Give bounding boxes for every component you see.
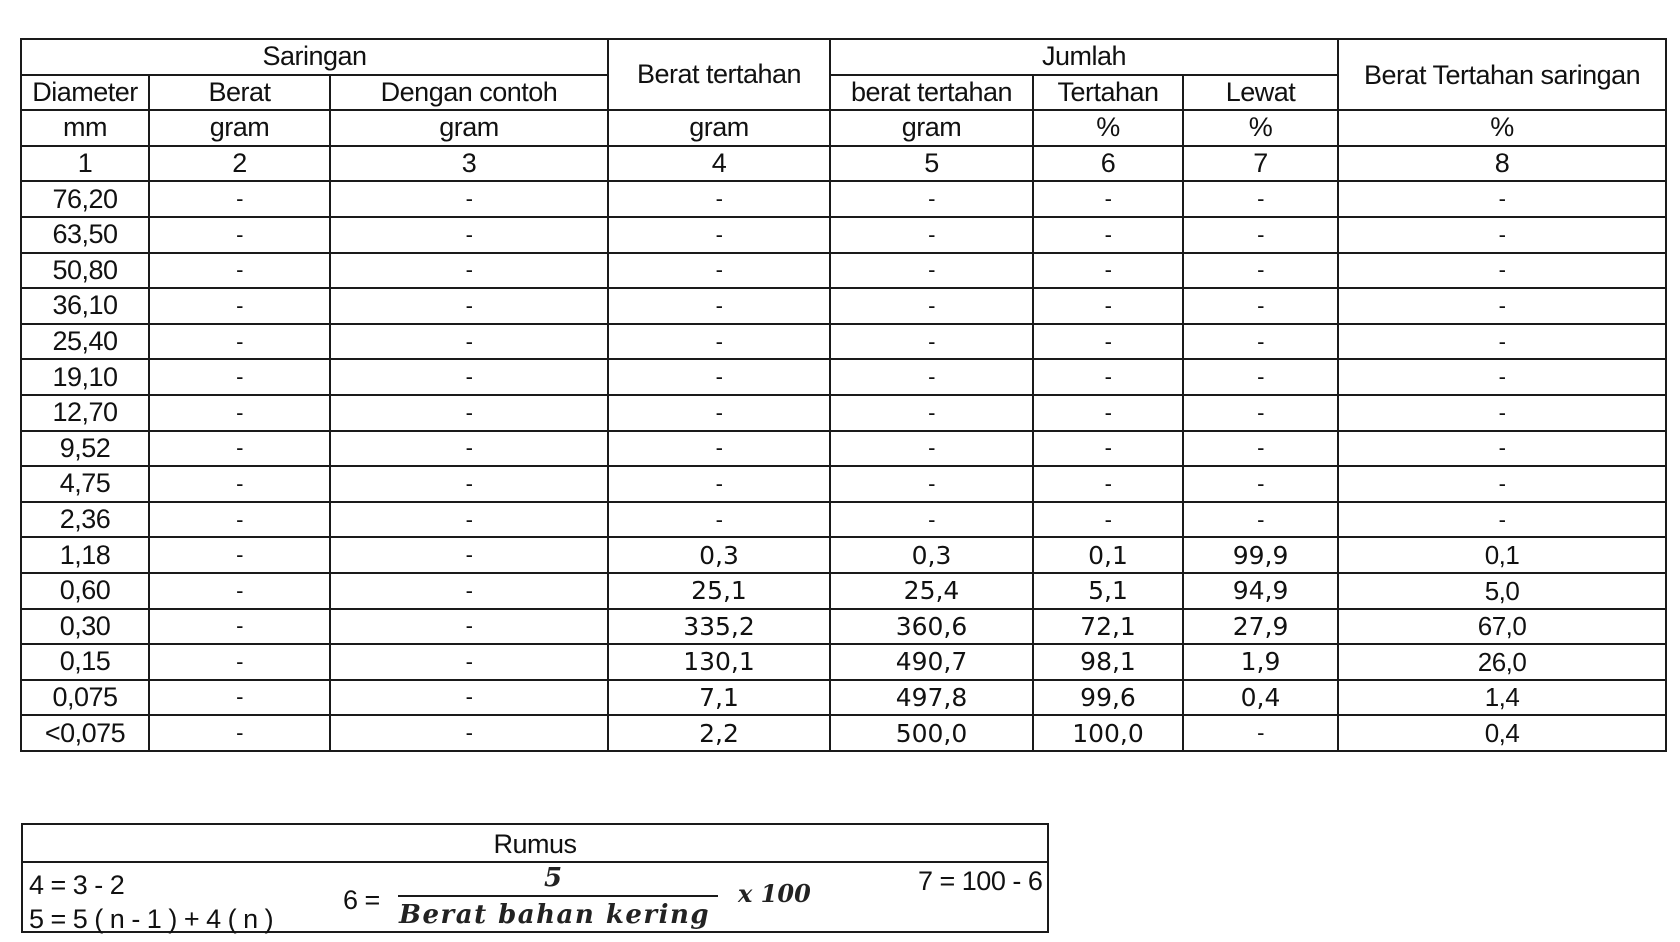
value-cell: -: [830, 324, 1033, 360]
value-cell: -: [149, 644, 330, 680]
value-cell: -: [1338, 431, 1666, 467]
column-number: 7: [1183, 146, 1338, 182]
value-cell: -: [1183, 395, 1338, 431]
fraction-bar: [398, 895, 718, 897]
value-cell: 0,4: [1183, 680, 1338, 716]
table-row: [21, 537, 1666, 573]
column-number: 6: [1033, 146, 1183, 182]
unit-cell: mm: [21, 110, 149, 146]
value-cell: -: [1183, 431, 1338, 467]
value-cell: -: [608, 181, 830, 217]
value-cell: -: [330, 537, 608, 573]
value-cell: -: [330, 324, 608, 360]
value-cell: -: [1338, 502, 1666, 538]
value-cell: -: [830, 395, 1033, 431]
value-cell: -: [149, 181, 330, 217]
column-number: 2: [149, 146, 330, 182]
value-cell: 99,6: [1033, 680, 1183, 716]
table-row: [21, 431, 1666, 467]
value-cell: -: [1033, 324, 1183, 360]
header-saringan: Saringan: [21, 39, 608, 75]
value-cell: 26,0: [1338, 644, 1666, 680]
sieve-analysis-table: [20, 38, 1667, 752]
value-cell: -: [1183, 359, 1338, 395]
value-cell: -: [1338, 217, 1666, 253]
value-cell: -: [330, 395, 608, 431]
table-row: [21, 217, 1666, 253]
value-cell: -: [149, 715, 330, 751]
value-cell: -: [830, 217, 1033, 253]
value-cell: 0,1: [1338, 537, 1666, 573]
value-cell: 94,9: [1183, 573, 1338, 609]
diameter-cell: 25,40: [21, 324, 149, 360]
formula-6-numerator: 5: [544, 863, 563, 893]
diameter-cell: 76,20: [21, 181, 149, 217]
column-number: 5: [830, 146, 1033, 182]
value-cell: 25,4: [830, 573, 1033, 609]
table-row: [21, 324, 1666, 360]
table-row: [21, 253, 1666, 289]
diameter-cell: 12,70: [21, 395, 149, 431]
value-cell: -: [1183, 502, 1338, 538]
diameter-cell: 63,50: [21, 217, 149, 253]
value-cell: 5,1: [1033, 573, 1183, 609]
value-cell: -: [330, 644, 608, 680]
value-cell: -: [608, 217, 830, 253]
value-cell: -: [1338, 288, 1666, 324]
value-cell: 25,1: [608, 573, 830, 609]
value-cell: -: [149, 502, 330, 538]
value-cell: -: [1033, 253, 1183, 289]
value-cell: -: [1033, 217, 1183, 253]
table-row: [21, 644, 1666, 680]
value-cell: -: [149, 288, 330, 324]
value-cell: -: [1183, 324, 1338, 360]
value-cell: -: [608, 502, 830, 538]
value-cell: 67,0: [1338, 609, 1666, 645]
value-cell: -: [1183, 253, 1338, 289]
rumus-title: Rumus: [23, 825, 1047, 863]
table-row: [21, 395, 1666, 431]
rumus-box: [21, 823, 1049, 933]
header-dengan-contoh: Dengan contoh: [330, 75, 608, 111]
value-cell: -: [330, 359, 608, 395]
value-cell: 27,9: [1183, 609, 1338, 645]
value-cell: -: [1183, 288, 1338, 324]
value-cell: 72,1: [1033, 609, 1183, 645]
value-cell: -: [1338, 359, 1666, 395]
value-cell: -: [830, 431, 1033, 467]
value-cell: 130,1: [608, 644, 830, 680]
header-row-1: [21, 39, 1666, 75]
header-diameter: Diameter: [21, 75, 149, 111]
value-cell: -: [1183, 217, 1338, 253]
value-cell: -: [1338, 253, 1666, 289]
column-number-row: [21, 146, 1666, 182]
diameter-cell: 36,10: [21, 288, 149, 324]
header-berat: Berat: [149, 75, 330, 111]
header-tertahan: Tertahan: [1033, 75, 1183, 111]
value-cell: -: [330, 431, 608, 467]
value-cell: -: [1033, 288, 1183, 324]
value-cell: -: [149, 217, 330, 253]
diameter-cell: 9,52: [21, 431, 149, 467]
formula-5: 5 = 5 ( n - 1 ) + 4 ( n ): [29, 904, 274, 934]
value-cell: -: [149, 609, 330, 645]
diameter-cell: 4,75: [21, 466, 149, 502]
unit-cell: gram: [830, 110, 1033, 146]
formula-6-denominator: Berat bahan kering: [399, 900, 711, 930]
value-cell: 5,0: [1338, 573, 1666, 609]
table-row: [21, 466, 1666, 502]
header-jumlah-berat-tertahan: berat tertahan: [830, 75, 1033, 111]
diameter-cell: 0,15: [21, 644, 149, 680]
value-cell: -: [1183, 715, 1338, 751]
unit-cell: gram: [149, 110, 330, 146]
value-cell: -: [608, 466, 830, 502]
value-cell: -: [1338, 466, 1666, 502]
value-cell: -: [330, 288, 608, 324]
table-row: [21, 288, 1666, 324]
value-cell: -: [830, 253, 1033, 289]
value-cell: -: [149, 573, 330, 609]
value-cell: -: [830, 181, 1033, 217]
table-row: [21, 181, 1666, 217]
value-cell: -: [1033, 502, 1183, 538]
value-cell: -: [149, 253, 330, 289]
value-cell: 0,3: [830, 537, 1033, 573]
value-cell: -: [149, 466, 330, 502]
value-cell: -: [608, 359, 830, 395]
table-row: [21, 502, 1666, 538]
value-cell: -: [330, 715, 608, 751]
column-number: 3: [330, 146, 608, 182]
value-cell: -: [830, 466, 1033, 502]
header-lewat: Lewat: [1183, 75, 1338, 111]
value-cell: -: [330, 217, 608, 253]
header-jumlah: Jumlah: [830, 39, 1338, 75]
value-cell: -: [330, 502, 608, 538]
value-cell: -: [1033, 181, 1183, 217]
formula-6-lhs: 6 =: [343, 885, 380, 915]
value-cell: -: [149, 395, 330, 431]
value-cell: -: [149, 680, 330, 716]
diameter-cell: 50,80: [21, 253, 149, 289]
table-row: [21, 573, 1666, 609]
value-cell: -: [830, 502, 1033, 538]
value-cell: -: [330, 680, 608, 716]
value-cell: -: [1183, 181, 1338, 217]
value-cell: -: [1338, 324, 1666, 360]
value-cell: 98,1: [1033, 644, 1183, 680]
value-cell: 2,2: [608, 715, 830, 751]
unit-cell: gram: [330, 110, 608, 146]
header-berat-tertahan-saringan: Berat Tertahan saringan: [1338, 39, 1666, 110]
column-number: 4: [608, 146, 830, 182]
formula-7: 7 = 100 - 6: [918, 866, 1043, 896]
table-row: [21, 359, 1666, 395]
unit-cell: %: [1033, 110, 1183, 146]
value-cell: -: [608, 253, 830, 289]
value-cell: -: [149, 324, 330, 360]
value-cell: -: [1033, 431, 1183, 467]
value-cell: -: [330, 609, 608, 645]
value-cell: -: [830, 359, 1033, 395]
table-row: [21, 680, 1666, 716]
value-cell: -: [608, 431, 830, 467]
value-cell: 0,1: [1033, 537, 1183, 573]
value-cell: -: [1033, 395, 1183, 431]
diameter-cell: 2,36: [21, 502, 149, 538]
value-cell: 1,4: [1338, 680, 1666, 716]
value-cell: 7,1: [608, 680, 830, 716]
table-row: [21, 609, 1666, 645]
value-cell: 335,2: [608, 609, 830, 645]
value-cell: 500,0: [830, 715, 1033, 751]
value-cell: -: [608, 288, 830, 324]
value-cell: 1,9: [1183, 644, 1338, 680]
column-number: 1: [21, 146, 149, 182]
diameter-cell: 0,60: [21, 573, 149, 609]
value-cell: -: [608, 324, 830, 360]
value-cell: -: [1338, 181, 1666, 217]
value-cell: -: [830, 288, 1033, 324]
formula-6-multiplier: x 100: [738, 879, 811, 908]
diameter-cell: 0,075: [21, 680, 149, 716]
value-cell: -: [330, 573, 608, 609]
value-cell: -: [608, 395, 830, 431]
diameter-cell: 1,18: [21, 537, 149, 573]
formula-4: 4 = 3 - 2: [29, 870, 125, 900]
diameter-cell: <0,075: [21, 715, 149, 751]
value-cell: -: [1033, 359, 1183, 395]
value-cell: 0,4: [1338, 715, 1666, 751]
units-row: [21, 110, 1666, 146]
value-cell: 100,0: [1033, 715, 1183, 751]
value-cell: -: [149, 359, 330, 395]
diameter-cell: 0,30: [21, 609, 149, 645]
value-cell: 497,8: [830, 680, 1033, 716]
value-cell: 99,9: [1183, 537, 1338, 573]
header-berat-tertahan: Berat tertahan: [608, 39, 830, 110]
value-cell: 0,3: [608, 537, 830, 573]
sieve-analysis-sheet: [20, 38, 1665, 934]
value-cell: -: [149, 431, 330, 467]
unit-cell: %: [1338, 110, 1666, 146]
unit-cell: gram: [608, 110, 830, 146]
value-cell: -: [330, 253, 608, 289]
value-cell: -: [1338, 395, 1666, 431]
unit-cell: %: [1183, 110, 1338, 146]
value-cell: -: [149, 537, 330, 573]
column-number: 8: [1338, 146, 1666, 182]
value-cell: -: [330, 466, 608, 502]
value-cell: -: [330, 181, 608, 217]
diameter-cell: 19,10: [21, 359, 149, 395]
value-cell: 360,6: [830, 609, 1033, 645]
value-cell: -: [1033, 466, 1183, 502]
value-cell: 490,7: [830, 644, 1033, 680]
table-row: [21, 715, 1666, 751]
value-cell: -: [1183, 466, 1338, 502]
